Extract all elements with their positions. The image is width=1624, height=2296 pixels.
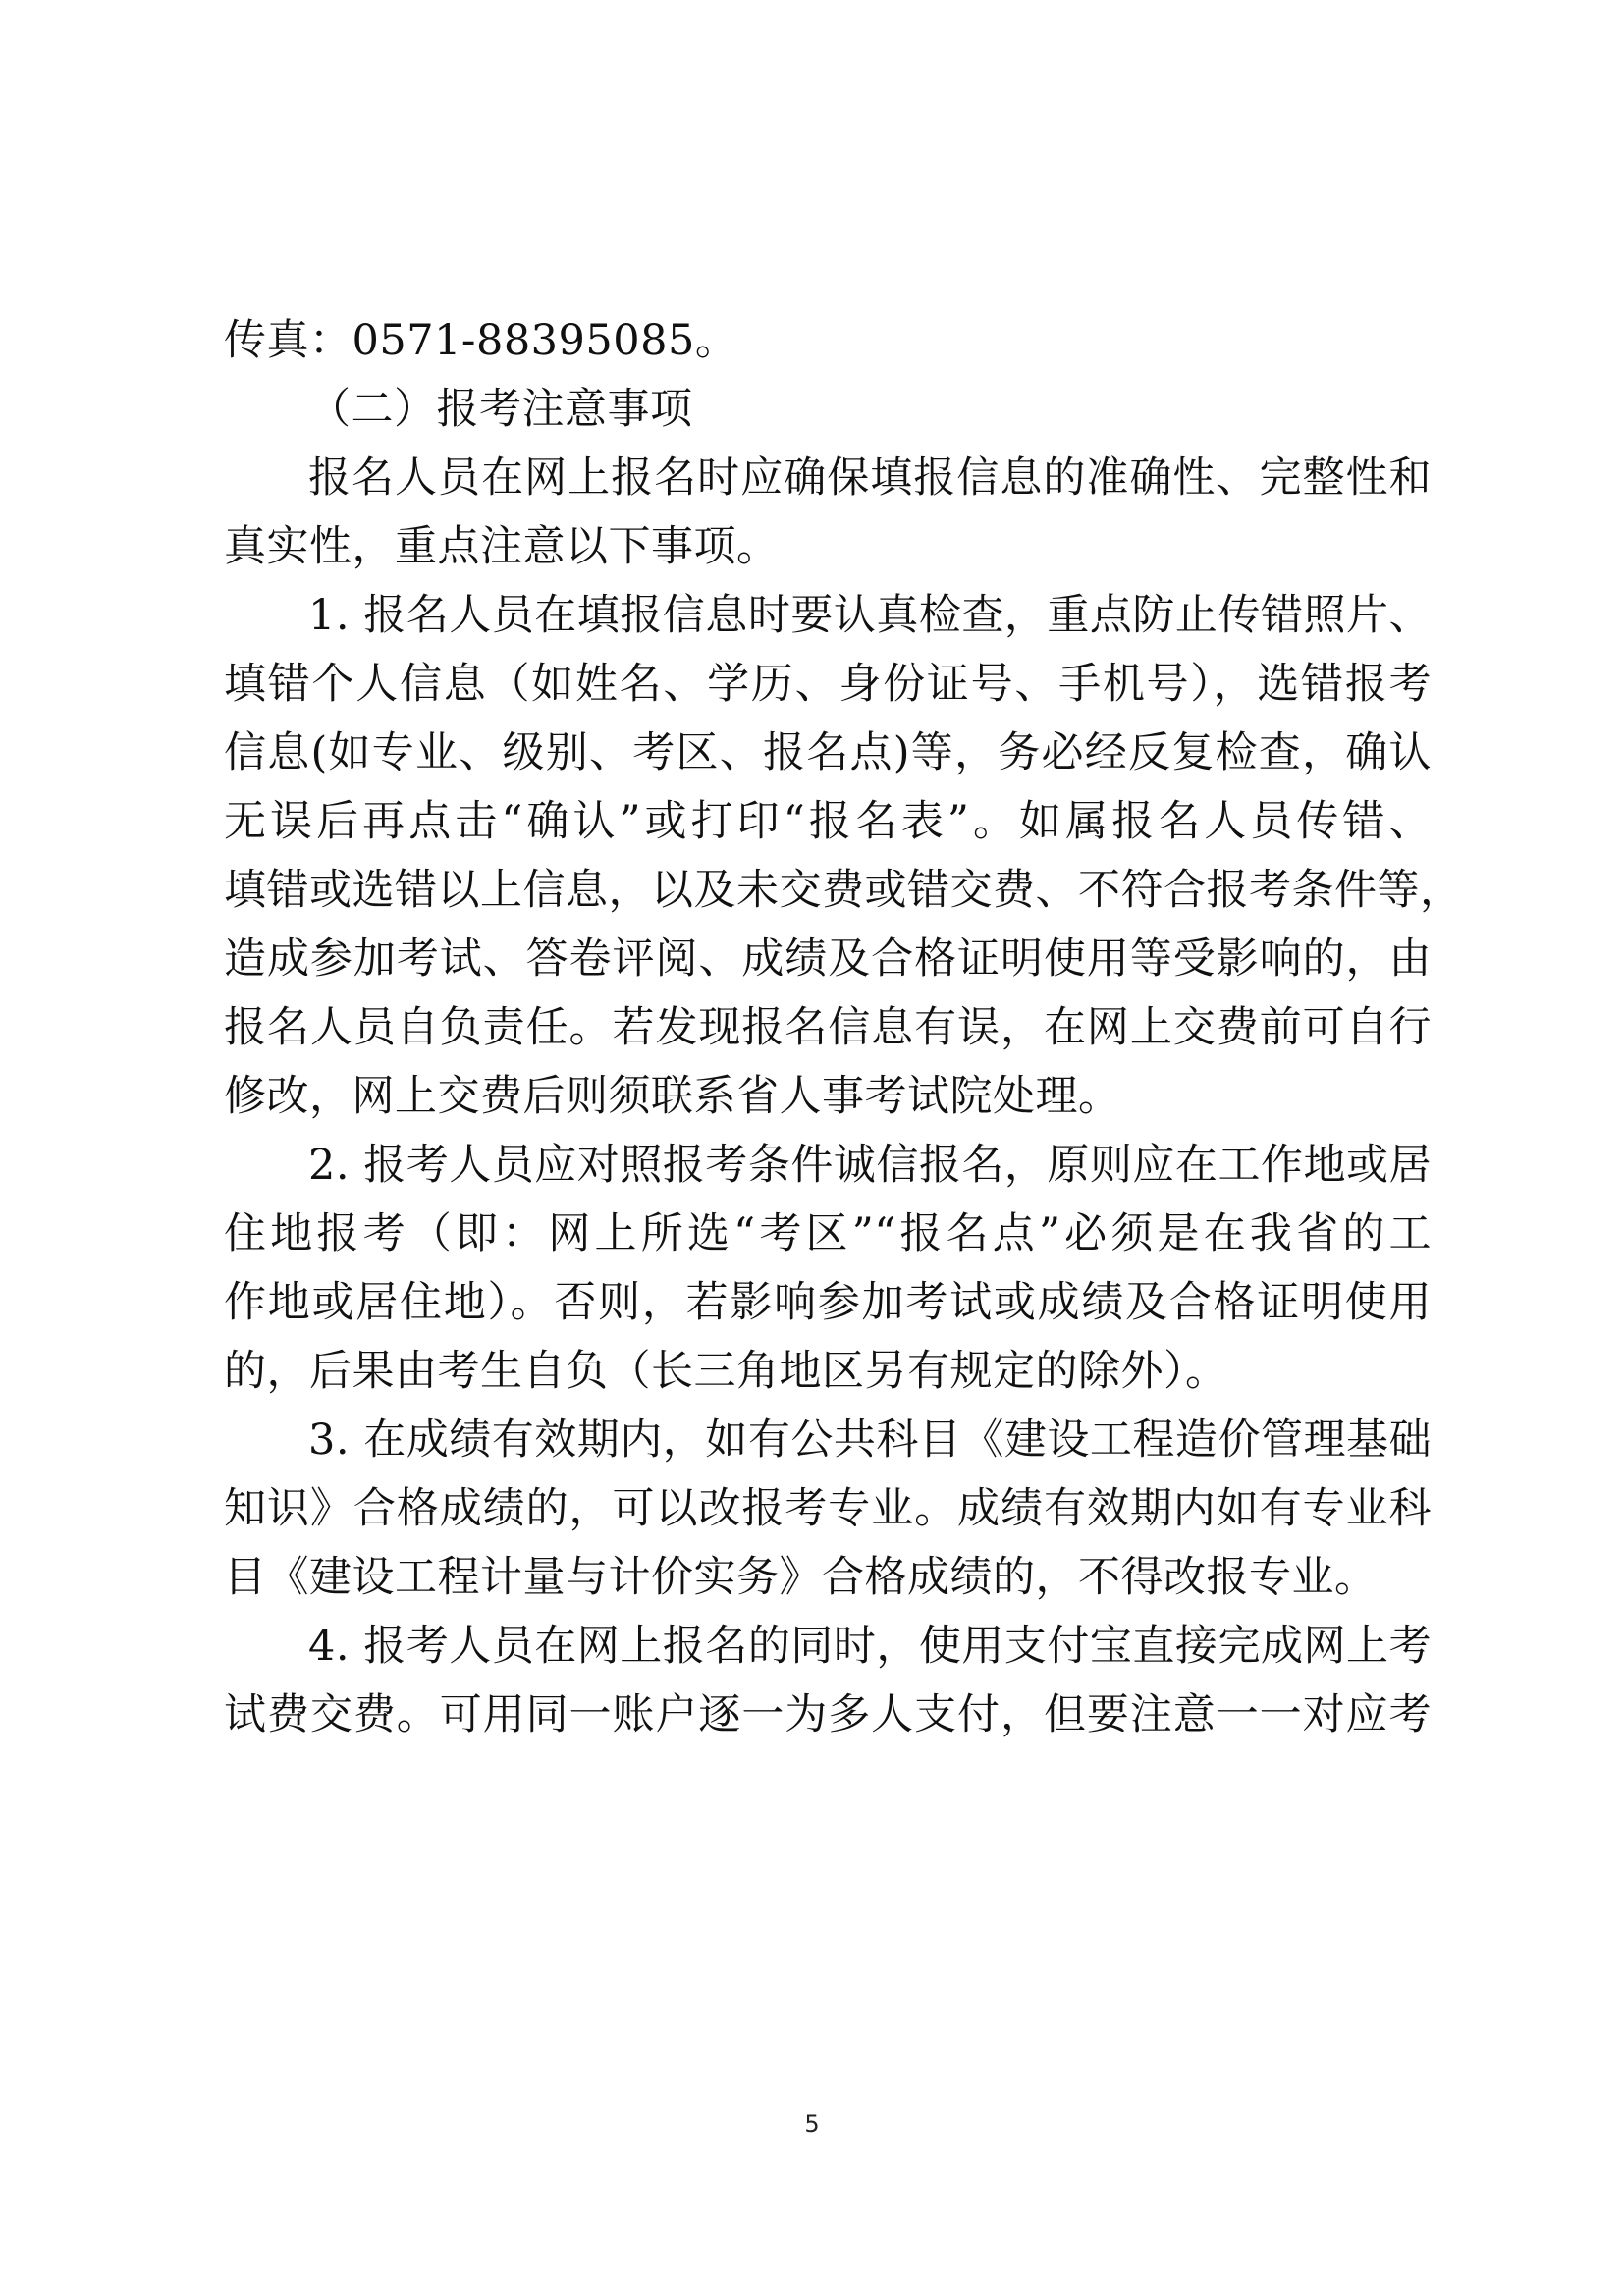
paragraph-line: 目《建设工程计量与计价实务》合格成绩的，不得改报专业。 — [224, 1553, 1378, 1602]
paragraph-line: 作地或居住地）。否则，若影响参加考试或成绩及合格证明使用 — [224, 1278, 1432, 1327]
paragraph-line: 填错或选错以上信息，以及未交费或错交费、不符合报考条件等， — [224, 866, 1463, 915]
paragraph-line: 信息(如专业、级别、考区、报名点)等，务必经反复检查，确认 — [224, 728, 1432, 777]
paragraph-line: 知识》合格成绩的，可以改报考专业。成绩有效期内如有专业科 — [224, 1484, 1432, 1533]
page-number: 5 — [804, 2110, 820, 2138]
paragraph-line: 填错个人信息（如姓名、学历、身份证号、手机号），选错报考 — [224, 660, 1432, 709]
section-heading: （二）报考注意事项 — [308, 385, 693, 434]
paragraph-line: 2. 报考人员应对照报考条件诚信报名，原则应在工作地或居 — [308, 1141, 1432, 1190]
paragraph-line: 无误后再点击“确认”或打印“报名表”。如属报名人员传错、 — [224, 797, 1432, 846]
paragraph-line: 4. 报考人员在网上报名的同时，使用支付宝直接完成网上考 — [308, 1622, 1432, 1671]
body-text — [224, 306, 1463, 1749]
paragraph-line: 造成参加考试、答卷评阅、成绩及合格证明使用等受影响的，由 — [224, 934, 1432, 984]
paragraph-line: 的，后果由考生自负（长三角地区另有规定的除外）。 — [224, 1347, 1228, 1396]
paragraph-line: 试费交费。可用同一账户逐一为多人支付，但要注意一一对应考 — [224, 1690, 1432, 1739]
paragraph-line: 住地报考（即：网上所选“考区”“报名点”必须是在我省的工 — [224, 1209, 1432, 1258]
paragraph-line: 报名人员自负责任。若发现报名信息有误，在网上交费前可自行 — [224, 1003, 1432, 1052]
paragraph-line: 报名人员在网上报名时应确保填报信息的准确性、完整性和 — [308, 454, 1432, 503]
fax-line: 传真：0571-88395085。 — [224, 316, 738, 365]
paragraph-line: 1. 报名人员在填报信息时要认真检查，重点防止传错照片、 — [308, 591, 1432, 640]
paragraph-line: 修改，网上交费后则须联系省人事考试院处理。 — [224, 1072, 1121, 1121]
paragraph-line: 真实性，重点注意以下事项。 — [224, 522, 780, 571]
paragraph-line: 3. 在成绩有效期内，如有公共科目《建设工程造价管理基础 — [308, 1415, 1432, 1465]
